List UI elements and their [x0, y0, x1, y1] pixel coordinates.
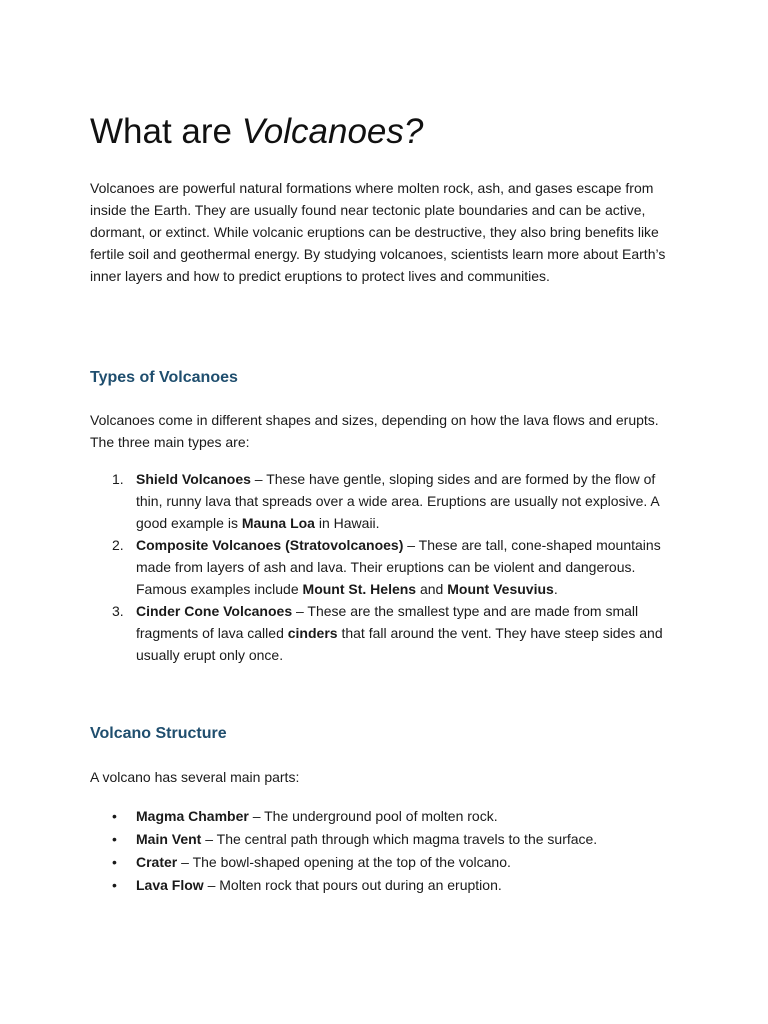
list-item-term: Crater	[136, 854, 178, 870]
list-item-term: Shield Volcanoes	[136, 471, 251, 487]
list-item-text: – These have gentle, sloping sides and are formed by the flow of thin, runny lava that spreads over a wide area. Eruptions are usually not explosive. A good example is	[136, 471, 659, 531]
parts-list	[90, 805, 682, 897]
structure-intro-paragraph: A volcano has several main parts:	[90, 769, 300, 785]
list-item-text: – The underground pool of molten rock.	[248, 808, 498, 824]
list-item-text: – The bowl-shaped opening at the top of the volcano.	[177, 854, 511, 870]
structure-heading: Volcano Structure	[90, 725, 227, 742]
list-item-text: – These are the smallest type and are made from small fragments of lava called	[136, 603, 639, 641]
bullet-icon: •	[112, 877, 117, 893]
types-list	[90, 468, 682, 666]
types-intro-paragraph: Volcanoes come in different shapes and sizes, depending on how the lava flows and erupts. The three main types are:	[90, 412, 659, 450]
list-item	[90, 851, 682, 874]
list-item-text: .	[553, 581, 558, 597]
list-item	[90, 805, 682, 828]
title-prefix: What are	[90, 112, 242, 151]
list-item-bold: Mount St. Helens	[302, 581, 417, 597]
list-item	[90, 828, 682, 851]
list-item-text: – The central path through which magma travels to the surface.	[201, 831, 598, 847]
list-item-term: Magma Chamber	[136, 808, 249, 824]
list-item-bold: cinders	[287, 625, 338, 641]
list-item-text: – These are tall, cone-shaped mountains made from layers of ash and lava. Their eruptions can be violent and dangerous. Famous examples include	[136, 537, 661, 597]
list-item-text: that fall around the vent. They have steep sides and usually erupt only once.	[136, 625, 663, 663]
list-item	[90, 534, 682, 600]
list-item-text: – Molten rock that pours out during an eruption.	[203, 877, 502, 893]
bullet-icon: •	[112, 831, 117, 847]
list-item	[90, 874, 682, 897]
list-item-text: and	[416, 581, 448, 597]
list-item-term: Main Vent	[136, 831, 202, 847]
bullet-icon: •	[112, 854, 117, 870]
list-item-bold: Mauna Loa	[241, 515, 315, 531]
list-number: 3.	[112, 603, 124, 619]
list-item-text: in Hawaii.	[314, 515, 380, 531]
list-item-term: Cinder Cone Volcanoes	[136, 603, 293, 619]
page-title	[90, 108, 423, 156]
list-item-term: Composite Volcanoes (Stratovolcanoes)	[136, 537, 404, 553]
list-item	[90, 468, 682, 534]
intro-paragraph: Volcanoes are powerful natural formations where molten rock, ash, and gases escape from inside the Earth. They are usually found near tectonic plate boundaries and can be active, dormant, or extinct. While volcanic eruptions can be destructive, they also bring benefits like fertile soil and geothermal energy. By studying volcanoes, scientists learn more about Earth’s inner layers and how to predict eruptions to protect lives and communities.	[90, 180, 666, 284]
title-emphasis: Volcanoes?	[241, 112, 424, 151]
bullet-icon: •	[112, 808, 117, 824]
types-heading: Types of Volcanoes	[90, 369, 238, 386]
list-item-bold: Mount Vesuvius	[447, 581, 554, 597]
list-number: 2.	[112, 537, 124, 553]
list-number: 1.	[112, 471, 124, 487]
list-item-term: Lava Flow	[136, 877, 204, 893]
list-item	[90, 600, 682, 666]
